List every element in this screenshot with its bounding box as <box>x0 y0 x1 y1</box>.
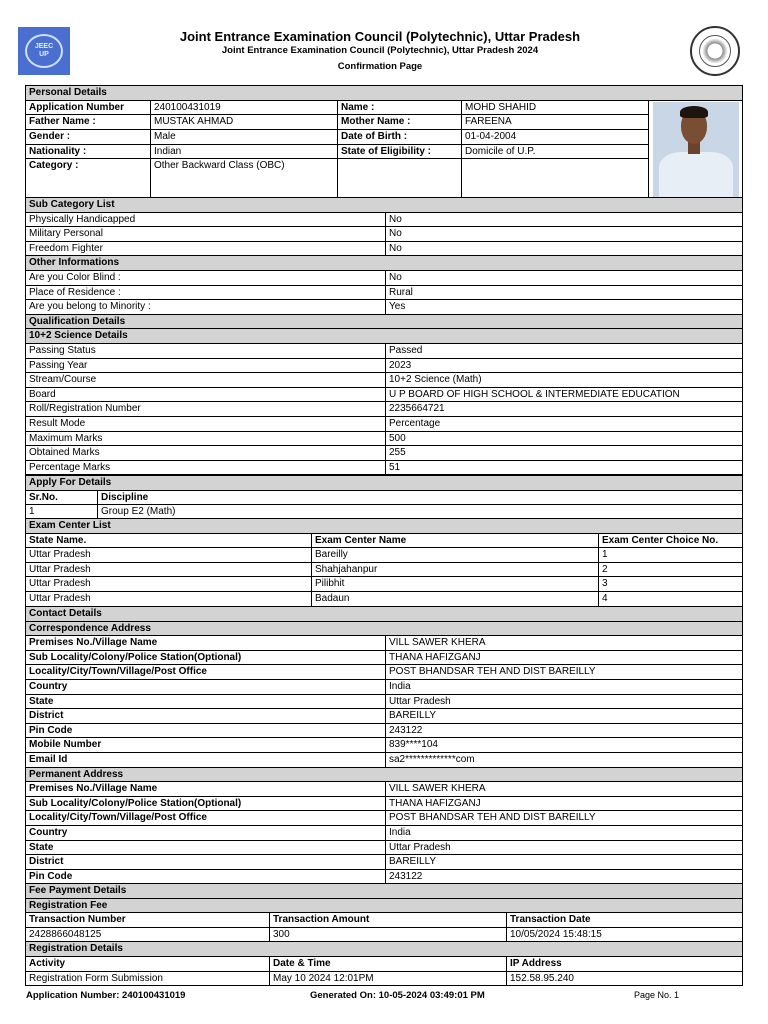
txn-date-header: Transaction Date <box>507 913 743 928</box>
perm-label: State <box>26 840 386 855</box>
section-other-info: Other Informations <box>26 256 743 271</box>
txn-number-header: Transaction Number <box>26 913 270 928</box>
choice-no-header: Exam Center Choice No. <box>599 533 743 548</box>
center-state: Uttar Pradesh <box>26 577 312 592</box>
qual-value: 10+2 Science (Math) <box>386 373 743 388</box>
section-contact: Contact Details <box>26 607 743 622</box>
page-title: Confirmation Page <box>337 61 423 72</box>
category-empty-1 <box>338 159 462 200</box>
other-info-value: No <box>386 270 743 285</box>
txn-amount: 300 <box>270 927 507 942</box>
qual-label: Passing Year <box>26 358 386 373</box>
corr-label: Mobile Number <box>26 738 386 753</box>
apply-for-table <box>25 475 743 520</box>
other-info-label: Are you belong to Minority : <box>26 300 386 315</box>
qual-value: U P BOARD OF HIGH SCHOOL & INTERMEDIATE EDUCATION <box>386 387 743 402</box>
corr-value: VILL SAWER KHERA <box>386 636 743 651</box>
contact-details-table <box>25 606 743 884</box>
personal-details-table <box>25 85 743 201</box>
center-choice: 3 <box>599 577 743 592</box>
mother-name-value: FAREENA <box>462 115 649 130</box>
corr-value: THANA HAFIZGANJ <box>386 650 743 665</box>
name-value: MOHD SHAHID <box>462 100 649 115</box>
corr-value: 839****104 <box>386 738 743 753</box>
section-registration-fee: Registration Fee <box>26 898 743 913</box>
council-subtitle: Joint Entrance Examination Council (Polytechnic), Uttar Pradesh 2024 <box>221 45 539 56</box>
discipline-header: Discipline <box>98 490 743 505</box>
subcat-value: No <box>386 227 743 242</box>
perm-value: India <box>386 825 743 840</box>
apply-discipline: Group E2 (Math) <box>98 505 743 520</box>
subcat-label: Military Personal <box>26 227 386 242</box>
center-name: Bareilly <box>312 548 599 563</box>
ip-value: 152.58.95.240 <box>507 971 743 986</box>
corr-label: Email Id <box>26 752 386 767</box>
section-fee-payment: Fee Payment Details <box>26 884 743 899</box>
app-number-value: 240100431019 <box>151 100 338 115</box>
corr-value: India <box>386 679 743 694</box>
subcat-label: Freedom Fighter <box>26 241 386 256</box>
father-name-value: MUSTAK AHMAD <box>151 115 338 130</box>
corr-value: Uttar Pradesh <box>386 694 743 709</box>
other-info-value: Yes <box>386 300 743 315</box>
qual-label: Obtained Marks <box>26 446 386 461</box>
qual-value: 2235664721 <box>386 402 743 417</box>
ip-header: IP Address <box>507 956 743 971</box>
perm-value: VILL SAWER KHERA <box>386 782 743 797</box>
corr-label: State <box>26 694 386 709</box>
corr-label: Country <box>26 679 386 694</box>
other-info-label: Place of Residence : <box>26 285 386 300</box>
subcat-label: Physically Handicapped <box>26 212 386 227</box>
seal-emblem-icon <box>699 35 731 67</box>
footer-generated-on: Generated On: 10-05-2024 03:49:01 PM <box>310 990 485 1001</box>
txn-amount-header: Transaction Amount <box>270 913 507 928</box>
section-permanent: Permanent Address <box>26 767 743 782</box>
corr-value: sa2*************com <box>386 752 743 767</box>
perm-value: POST BHANDSAR TEH AND DIST BAREILLY <box>386 811 743 826</box>
document-header <box>0 0 768 84</box>
gender-value: Male <box>151 129 338 144</box>
category-value: Other Backward Class (OBC) <box>151 159 338 200</box>
qual-label: Stream/Course <box>26 373 386 388</box>
state-eligibility-value: Domicile of U.P. <box>462 144 649 159</box>
perm-value: Uttar Pradesh <box>386 840 743 855</box>
qual-value: 51 <box>386 460 743 475</box>
perm-value: THANA HAFIZGANJ <box>386 796 743 811</box>
qual-value: Passed <box>386 343 743 358</box>
qual-value: Percentage <box>386 416 743 431</box>
other-info-label: Are you Color Blind : <box>26 270 386 285</box>
footer-app-number: Application Number: 240100431019 <box>26 990 186 1001</box>
corr-value: BAREILLY <box>386 709 743 724</box>
qual-label: Percentage Marks <box>26 460 386 475</box>
nationality-label: Nationality : <box>26 144 151 159</box>
section-qualification: Qualification Details <box>26 314 743 329</box>
father-name-label: Father Name : <box>26 115 151 130</box>
perm-label: Sub Locality/Colony/Police Station(Optional) <box>26 796 386 811</box>
gender-label: Gender : <box>26 129 151 144</box>
state-eligibility-label: State of Eligibility : <box>338 144 462 159</box>
perm-label: Premises No./Village Name <box>26 782 386 797</box>
exam-center-table <box>25 518 743 607</box>
center-name: Badaun <box>312 591 599 606</box>
center-name-header: Exam Center Name <box>312 533 599 548</box>
corr-value: 243122 <box>386 723 743 738</box>
qual-label: Roll/Registration Number <box>26 402 386 417</box>
category-label: Category : <box>26 159 151 200</box>
center-name: Pilibhit <box>312 577 599 592</box>
center-choice: 4 <box>599 591 743 606</box>
qual-value: 2023 <box>386 358 743 373</box>
apply-srno: 1 <box>26 505 98 520</box>
mother-name-label: Mother Name : <box>338 115 462 130</box>
activity-header: Activity <box>26 956 270 971</box>
txn-number: 2428866048125 <box>26 927 270 942</box>
section-correspondence: Correspondence Address <box>26 621 743 636</box>
corr-label: Pin Code <box>26 723 386 738</box>
section-sub-category: Sub Category List <box>26 198 743 213</box>
state-name-header: State Name. <box>26 533 312 548</box>
qual-label: Maximum Marks <box>26 431 386 446</box>
footer-page-number: Page No. 1 <box>634 990 680 1000</box>
perm-label: District <box>26 855 386 870</box>
section-apply-for: Apply For Details <box>26 476 743 491</box>
dob-label: Date of Birth : <box>338 129 462 144</box>
qual-label: Passing Status <box>26 343 386 358</box>
nationality-value: Indian <box>151 144 338 159</box>
srno-header: Sr.No. <box>26 490 98 505</box>
section-personal-details: Personal Details <box>26 86 743 101</box>
qual-value: 255 <box>386 446 743 461</box>
corr-label: Premises No./Village Name <box>26 636 386 651</box>
datetime-header: Date & Time <box>270 956 507 971</box>
jeecup-emblem-icon: JEEC UP <box>25 34 63 68</box>
center-choice: 2 <box>599 562 743 577</box>
photo-cell <box>649 100 743 200</box>
corr-label: Locality/City/Town/Village/Post Office <box>26 665 386 680</box>
corr-value: POST BHANDSAR TEH AND DIST BAREILLY <box>386 665 743 680</box>
qual-label: Board <box>26 387 386 402</box>
subcat-value: No <box>386 212 743 227</box>
perm-label: Locality/City/Town/Village/Post Office <box>26 811 386 826</box>
council-title: Joint Entrance Examination Council (Polytechnic), Uttar Pradesh <box>179 29 581 44</box>
fee-table <box>25 883 743 986</box>
qual-value: 500 <box>386 431 743 446</box>
center-state: Uttar Pradesh <box>26 562 312 577</box>
center-name: Shahjahanpur <box>312 562 599 577</box>
activity-value: Registration Form Submission <box>26 971 270 986</box>
perm-label: Country <box>26 825 386 840</box>
perm-value: 243122 <box>386 869 743 884</box>
app-number-label: Application Number <box>26 100 151 115</box>
details-table <box>25 197 743 475</box>
dob-value: 01-04-2004 <box>462 129 649 144</box>
category-empty-2 <box>462 159 649 200</box>
perm-label: Pin Code <box>26 869 386 884</box>
qual-label: Result Mode <box>26 416 386 431</box>
perm-value: BAREILLY <box>386 855 743 870</box>
name-label: Name : <box>338 100 462 115</box>
center-choice: 1 <box>599 548 743 563</box>
center-state: Uttar Pradesh <box>26 591 312 606</box>
applicant-photo <box>653 102 739 200</box>
section-registration-details: Registration Details <box>26 942 743 957</box>
section-exam-center: Exam Center List <box>26 519 743 534</box>
subcat-value: No <box>386 241 743 256</box>
datetime-value: May 10 2024 12:01PM <box>270 971 507 986</box>
center-state: Uttar Pradesh <box>26 548 312 563</box>
corr-label: District <box>26 709 386 724</box>
corr-label: Sub Locality/Colony/Police Station(Optional) <box>26 650 386 665</box>
other-info-value: Rural <box>386 285 743 300</box>
up-govt-seal <box>690 26 740 76</box>
txn-date: 10/05/2024 15:48:15 <box>507 927 743 942</box>
section-12-science: 10+2 Science Details <box>26 329 743 344</box>
